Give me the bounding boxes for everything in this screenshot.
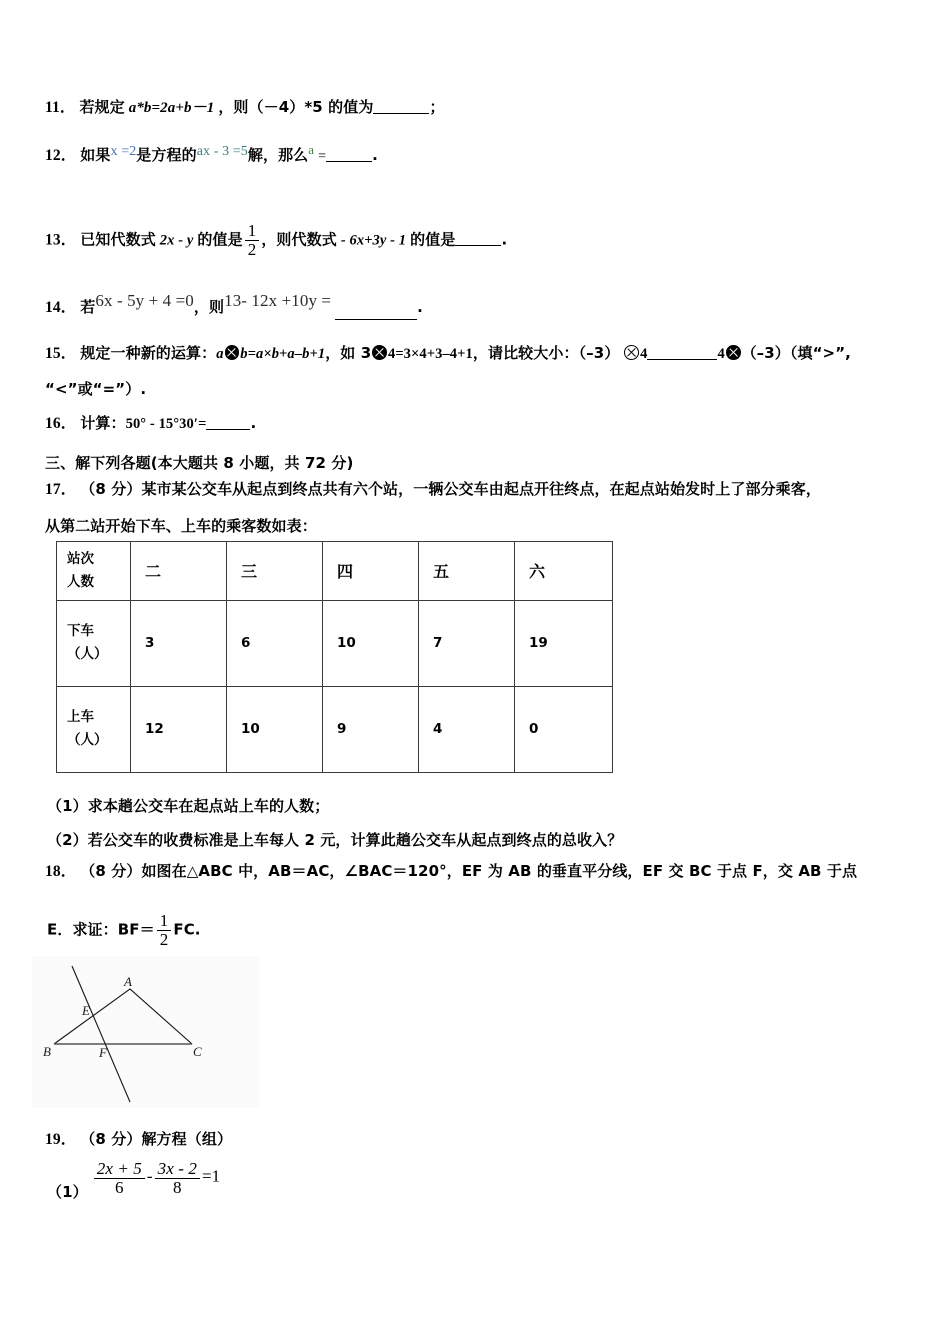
fraction-numerator: 1 xyxy=(159,911,169,930)
table-cell: 10 xyxy=(227,686,323,772)
question-14-text-1: 若 xyxy=(80,298,96,316)
question-11-number: 11． xyxy=(45,99,76,116)
figure-label-e: E xyxy=(82,1003,90,1018)
corner-label-line-2: 人数 xyxy=(67,573,94,590)
table-header-row xyxy=(57,542,613,601)
question-18-number: 18． xyxy=(45,863,77,880)
question-11-answer-blank[interactable] xyxy=(373,98,429,114)
question-12-expr-equation: ax - 3 =5 xyxy=(196,144,248,159)
question-15-text-1: 规定一种新的运算： xyxy=(80,344,217,362)
perpendicular-bisector-ef xyxy=(72,966,130,1102)
table-row-header-alight xyxy=(57,600,131,686)
triangle-sides-ba-ac xyxy=(54,989,192,1044)
question-19-part-1 xyxy=(47,1159,221,1201)
question-12-text-2: 是方程的 xyxy=(136,146,197,164)
question-13-text-5: . xyxy=(501,230,508,249)
table-cell: 3 xyxy=(131,600,227,686)
question-15-expr-example: 4=3×4+3–4+1 xyxy=(387,346,473,362)
question-19-sub-label: （1） xyxy=(47,1182,88,1201)
question-16-text-2: . xyxy=(250,414,257,432)
table-corner-header xyxy=(57,542,131,601)
question-15-answer-blank[interactable] xyxy=(647,344,717,360)
question-13-text-4: 的值是 xyxy=(410,230,456,249)
table-col-header: 五 xyxy=(419,542,515,601)
figure-label-b: B xyxy=(43,1044,51,1059)
circled-cross-icon xyxy=(225,345,240,360)
question-13 xyxy=(45,222,507,259)
fraction-denominator: 6 xyxy=(94,1178,145,1197)
question-16-number: 16． xyxy=(45,415,77,432)
table-col-header: 四 xyxy=(323,542,419,601)
fraction-numerator: 3x - 2 xyxy=(157,1159,197,1178)
table-cell: 4 xyxy=(419,686,515,772)
question-15-line-2: “<”或“=”）. xyxy=(45,380,147,398)
question-17-part-1: （1）求本趟公交车在起点站上车的人数； xyxy=(47,797,330,815)
question-15-text-2: ，如 3 xyxy=(325,344,372,362)
question-18-text-1: （8 分）如图在△ABC 中，AB＝AC，∠BAC＝120°，EF 为 AB 的垂直平分线，EF 交 BC 于点 F，交 AB 于点 xyxy=(80,862,858,880)
triangle-figure xyxy=(32,956,260,1108)
question-15-line-1 xyxy=(45,342,851,366)
question-13-expr-2: - 6x+3y - 1 xyxy=(340,232,407,249)
section-3-heading: 三、解下列各题(本大题共 8 小题，共 72 分) xyxy=(45,454,354,472)
question-12-text-4: . xyxy=(372,146,378,164)
question-17-number: 17． xyxy=(45,481,77,498)
question-19-line-1 xyxy=(45,1128,232,1151)
question-18-prove-label: E．求证：BF＝ xyxy=(47,920,155,939)
table-cell: 19 xyxy=(515,600,613,686)
circled-cross-icon xyxy=(372,345,387,360)
question-17-part-2: （2）若公交车的收费标准是上车每人 2 元，计算此趟公交车从起点到终点的总收入？ xyxy=(47,831,623,849)
question-12-number: 12． xyxy=(45,147,77,164)
question-14-expr-2: 13- 12x +10y = xyxy=(224,291,332,310)
question-11-text-2: ，则（－4）*5 的值为 xyxy=(218,98,374,116)
row-label-line-2: （人） xyxy=(67,732,108,749)
equation-right-hand-side: =1 xyxy=(201,1166,221,1186)
question-14-expr-1: 6x - 5y + 4 =0 xyxy=(95,291,194,310)
question-13-fraction xyxy=(245,222,260,259)
table-cell: 10 xyxy=(323,600,419,686)
row-label-line-2: （人） xyxy=(67,646,108,663)
question-16 xyxy=(45,412,256,436)
figure-label-f: F xyxy=(99,1045,107,1060)
table-cell: 12 xyxy=(131,686,227,772)
question-14 xyxy=(45,288,423,319)
question-19-text-1: （8 分）解方程（组） xyxy=(80,1130,233,1148)
question-14-answer-blank[interactable] xyxy=(335,304,417,320)
row-label-line-1: 下车 xyxy=(67,623,94,640)
question-13-text-2: 的值是 xyxy=(197,230,243,249)
question-12-expr-x-equals-2: x =2 xyxy=(110,144,137,159)
question-14-text-3: . xyxy=(417,298,423,316)
table-col-header: 二 xyxy=(131,542,227,601)
question-18-line-1 xyxy=(45,860,857,883)
row-label-line-1: 上车 xyxy=(67,709,94,726)
circled-cross-outline-icon xyxy=(624,345,639,360)
fraction-denominator: 8 xyxy=(155,1178,200,1197)
figure-label-a: A xyxy=(124,974,132,989)
question-11-text-3: ； xyxy=(429,98,445,116)
table-cell: 9 xyxy=(323,686,419,772)
question-13-expr-1: 2x - y xyxy=(159,232,194,249)
question-11-text-1: 若规定 xyxy=(79,98,125,116)
question-12-expr-a: a xyxy=(308,142,315,157)
question-12-answer-blank[interactable] xyxy=(326,146,372,162)
question-15-operand-1: 4 xyxy=(640,346,648,362)
table-cell: 6 xyxy=(227,600,323,686)
question-18-line-2 xyxy=(47,912,201,949)
triangle-figure-svg xyxy=(32,956,260,1108)
table-row-header-board xyxy=(57,686,131,772)
question-19-number: 19． xyxy=(45,1131,77,1148)
question-18-segment-fc: FC. xyxy=(173,920,201,939)
question-18-fraction xyxy=(157,912,172,949)
question-16-text-1: 计算： xyxy=(80,414,126,432)
question-11 xyxy=(45,96,445,120)
question-13-number: 13． xyxy=(45,231,77,249)
question-11-expression: a*b=2a+b－1 xyxy=(128,100,215,116)
fraction-denominator: 2 xyxy=(245,240,260,259)
question-16-expression: 50° - 15°30′= xyxy=(125,416,207,432)
question-14-text-2: ，则 xyxy=(193,298,225,316)
question-15-text-4: （–3）（填“>”, xyxy=(741,344,851,362)
equation-fraction-1 xyxy=(94,1160,145,1197)
question-12-equals: = xyxy=(318,149,327,164)
table-row xyxy=(57,686,613,772)
table-col-header: 三 xyxy=(227,542,323,601)
fraction-denominator: 2 xyxy=(157,930,172,949)
equation-minus-sign: - xyxy=(146,1166,153,1186)
table-col-header: 六 xyxy=(515,542,613,601)
table-row xyxy=(57,600,613,686)
question-13-text-1: 已知代数式 xyxy=(80,230,156,249)
question-12 xyxy=(45,140,378,167)
passenger-table xyxy=(56,541,613,773)
corner-label-line-1: 站次 xyxy=(67,551,94,567)
equation-fraction-2 xyxy=(155,1160,200,1197)
question-14-number: 14． xyxy=(45,299,77,316)
question-17-text-1: （8 分）某市某公交车从起点到终点共有六个站，一辆公交车由起点开往终点，在起点站始发时上了部分乘客， xyxy=(80,480,821,498)
circled-cross-icon xyxy=(726,345,741,360)
table-cell: 0 xyxy=(515,686,613,772)
question-12-text-1: 如果 xyxy=(80,146,111,164)
question-15-operand-2: 4 xyxy=(717,346,725,362)
table-cell: 7 xyxy=(419,600,515,686)
question-17-line-2: 从第二站开始下车、上车的乘客数如表： xyxy=(45,517,317,535)
question-15-expr-def: b=a×b+a–b+1 xyxy=(240,346,326,362)
figure-label-c: C xyxy=(193,1044,202,1059)
question-12-text-3: 解，那么 xyxy=(247,146,309,164)
question-17-line-1 xyxy=(45,478,821,501)
question-16-answer-blank[interactable] xyxy=(206,414,250,430)
question-15-expr-a: a xyxy=(216,346,224,362)
fraction-numerator: 2x + 5 xyxy=(96,1159,142,1178)
fraction-numerator: 1 xyxy=(247,221,257,240)
question-15-number: 15． xyxy=(45,345,77,362)
question-15-text-3: ，请比较大小：（–3） xyxy=(472,344,620,362)
question-13-answer-blank[interactable] xyxy=(455,231,501,247)
question-13-text-3: ，则代数式 xyxy=(261,230,337,249)
